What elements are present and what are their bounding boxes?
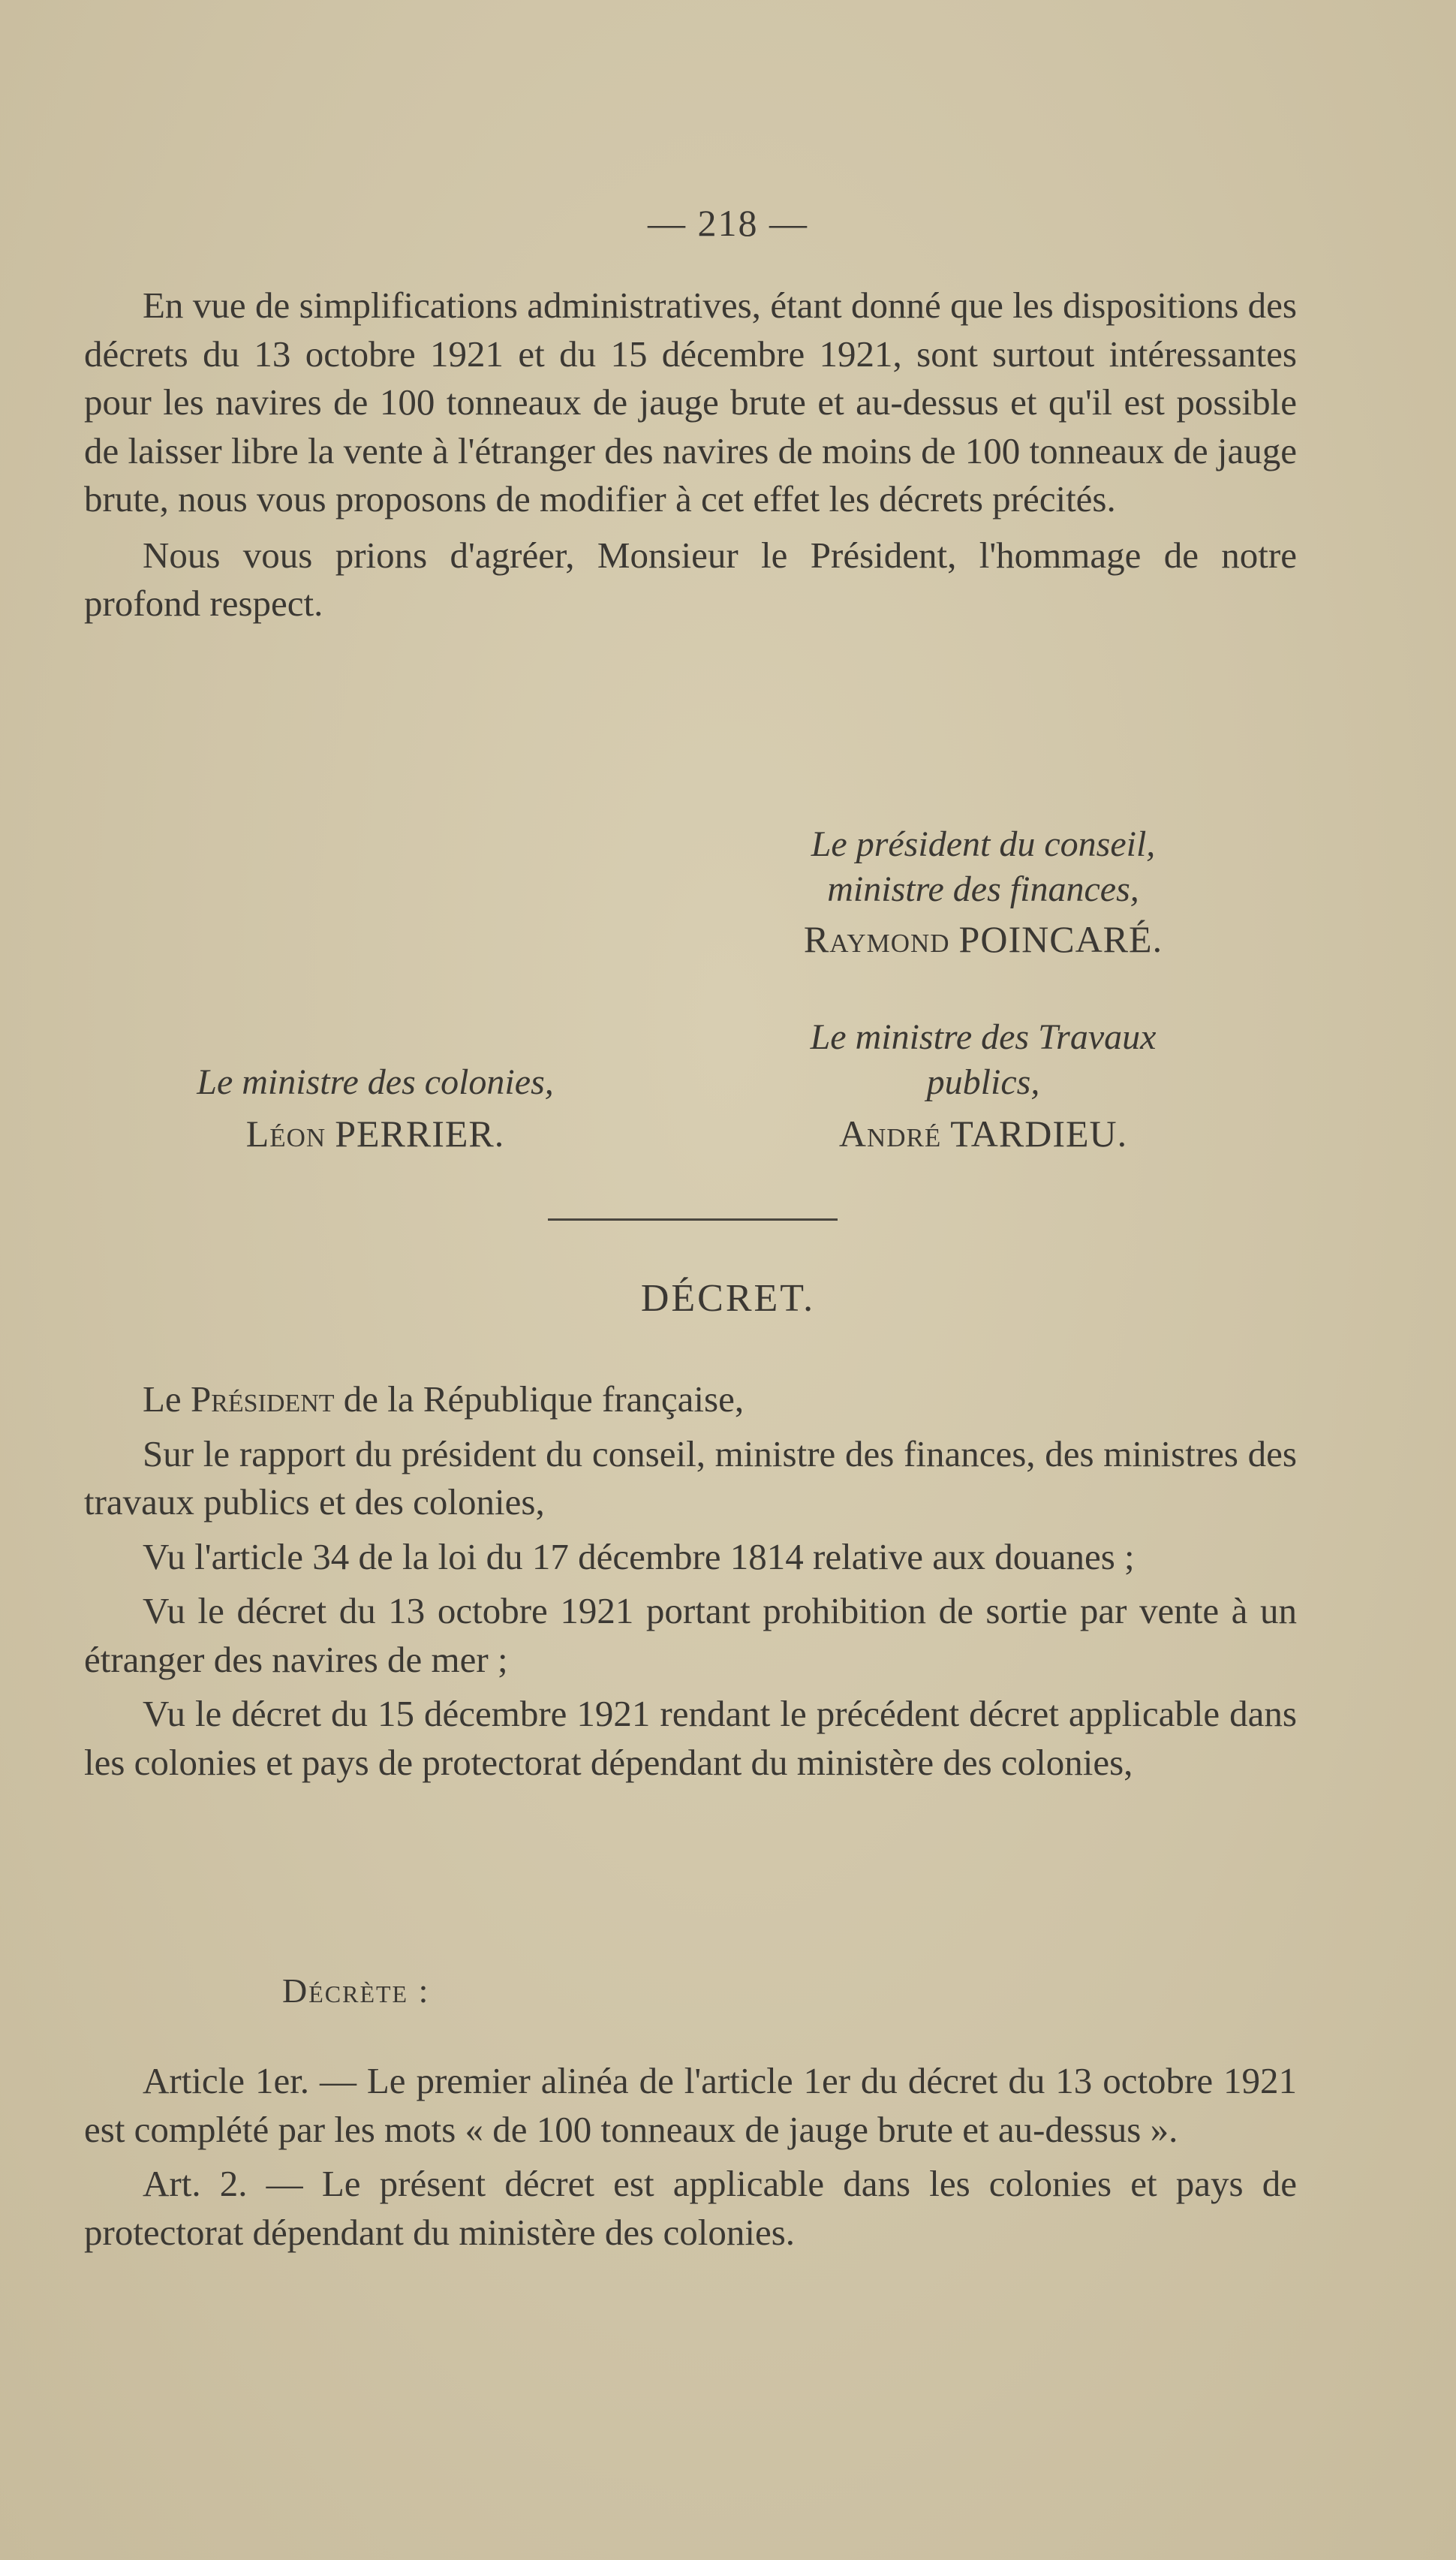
article-1 — [84, 2057, 1297, 2154]
signature-title: Le ministre des colonies, — [197, 1062, 554, 1102]
preamble — [84, 1375, 1297, 1424]
signature-last-name: POINCARÉ. — [958, 918, 1163, 960]
decrete-label: Décrète : — [282, 1971, 430, 2010]
visa-item: Vu l'article 34 de la loi du 17 décembre 1814 relative aux douanes ; — [143, 1535, 1135, 1577]
signature-last-name: PERRIER. — [335, 1113, 505, 1155]
decret-body — [84, 1375, 1297, 1787]
signature-title: ministre des finances, — [827, 869, 1139, 909]
signature-colonies — [113, 1060, 638, 1158]
signature-first-name: Raymond — [803, 918, 950, 960]
signature-name — [713, 917, 1253, 963]
signature-title: publics, — [926, 1062, 1040, 1102]
signature-first-name: André — [838, 1113, 942, 1155]
article-2 — [84, 2160, 1297, 2257]
intro-paragraph: En vue de simplifications administratives, étant donné que les dispositions des décrets du 13 octobre 1921 et du 15 décembre 1921, sont surtout intéressantes pour les navires de 100 tonneaux de jauge brute et au-dessus et qu'il est possible de laisser libre la vente à l'étranger des navires de moins de 100 tonneaux de jauge brute, nous vous proposons de modifier à cet effet les décrets précités. — [84, 285, 1297, 520]
article-label: Art. 2. — [143, 2163, 248, 2204]
preamble-president: Président — [190, 1378, 335, 1420]
preamble-le: Le — [143, 1378, 182, 1420]
article-text: — Le présent décret est applicable dans les colonies et pays de protectorat dépendant du ministère des colonies. — [84, 2163, 1298, 2253]
visa-item: Vu le décret du 13 octobre 1921 portant prohibition de sortie par vente à un étranger des navires de mer ; — [84, 1590, 1297, 1680]
signature-name — [713, 1111, 1253, 1158]
visa-item: Vu le décret du 15 décembre 1921 rendant le précédent décret applicable dans les colonies et pays de protectorat dépendant du ministère des colonies, — [84, 1693, 1297, 1783]
closing-paragraph: Nous vous prions d'agréer, Monsieur le Président, l'hommage de notre profond respect. — [84, 534, 1297, 624]
page-number: — 218 — — [648, 202, 808, 244]
intro-section — [84, 282, 1297, 628]
signature-name — [113, 1111, 638, 1158]
article-label: Article 1er. — [143, 2060, 310, 2101]
signature-title: Le ministre des Travaux — [810, 1017, 1157, 1057]
decret-title: DÉCRET. — [640, 1277, 816, 1320]
section-divider — [548, 1218, 838, 1221]
signature-last-name: TARDIEU. — [950, 1113, 1128, 1155]
signature-first-name: Léon — [245, 1113, 326, 1155]
articles-section — [84, 2057, 1297, 2257]
signature-travaux — [713, 1015, 1253, 1158]
signature-title: Le président du conseil, — [811, 824, 1156, 864]
signature-president — [713, 822, 1253, 963]
article-text: — Le premier alinéa de l'article 1er du décret du 13 octobre 1921 est complété par les mots « de 100 tonneaux de jauge brute et au-dessus ». — [84, 2060, 1298, 2150]
visa-item: Sur le rapport du président du conseil, ministre des finances, des ministres des travaux publics et des colonies, — [84, 1432, 1297, 1522]
preamble-rest: de la République française, — [343, 1378, 745, 1420]
